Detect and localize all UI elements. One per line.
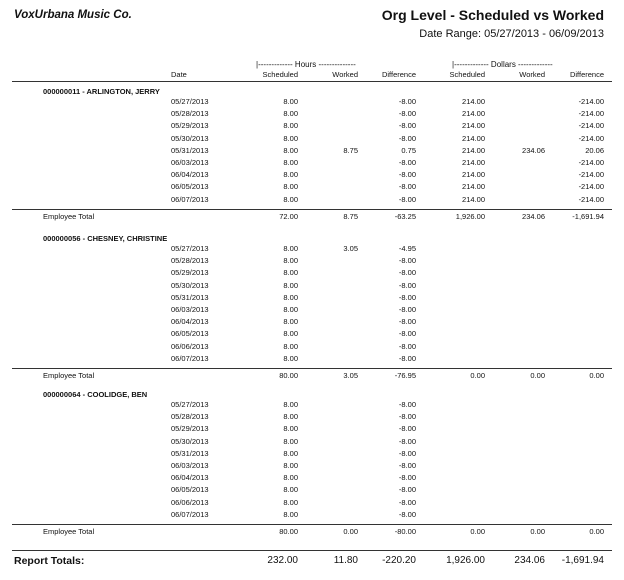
dollars-group-header: |------------- Dollars ------------- xyxy=(452,60,553,69)
table-row xyxy=(0,412,624,424)
table-row xyxy=(0,134,624,146)
dollars-difference-cell: -214.00 xyxy=(578,170,604,180)
hours-scheduled-cell: 8.00 xyxy=(283,292,298,302)
total-dollars-worked: 234.06 xyxy=(522,211,545,221)
date-cell: 05/30/2013 xyxy=(171,436,209,446)
table-row xyxy=(0,109,624,121)
hours-scheduled-cell: 8.00 xyxy=(283,424,298,434)
date-cell: 06/07/2013 xyxy=(171,509,209,519)
col-dollars-scheduled: Scheduled xyxy=(449,70,485,79)
hours-difference-cell: -8.00 xyxy=(398,497,416,507)
table-row xyxy=(0,97,624,109)
hours-difference-cell: -8.00 xyxy=(398,461,416,470)
hours-scheduled-cell: 8.00 xyxy=(283,509,298,519)
hours-scheduled-cell: 8.00 xyxy=(283,461,298,470)
hours-difference-cell: -8.00 xyxy=(398,97,416,106)
table-row xyxy=(0,354,624,366)
total-dollars-scheduled: 0.00 xyxy=(470,527,485,536)
date-cell: 05/29/2013 xyxy=(171,121,209,131)
hours-difference-cell: -8.00 xyxy=(398,436,416,446)
hours-scheduled-cell: 8.00 xyxy=(283,244,298,253)
table-row xyxy=(0,329,624,341)
total-hours-worked: 8.75 xyxy=(343,211,358,221)
dollars-scheduled-cell: 214.00 xyxy=(462,182,485,192)
dollars-difference-cell: -214.00 xyxy=(578,121,604,131)
hours-scheduled-cell: 8.00 xyxy=(283,182,298,192)
hours-scheduled-cell: 8.00 xyxy=(283,317,298,327)
dollars-difference-cell: -214.00 xyxy=(578,97,604,106)
hours-scheduled-cell: 8.00 xyxy=(283,133,298,143)
hours-difference-cell: -8.00 xyxy=(398,473,416,483)
hours-scheduled-cell: 8.00 xyxy=(283,473,298,483)
date-cell: 05/27/2013 xyxy=(171,400,209,409)
hours-worked-cell: 3.05 xyxy=(343,244,358,253)
total-label: Employee Total xyxy=(43,371,95,380)
total-hours-scheduled: 80.00 xyxy=(279,527,298,536)
hours-difference-cell: -8.00 xyxy=(398,182,416,192)
table-row xyxy=(0,182,624,194)
hours-scheduled-cell: 8.00 xyxy=(283,194,298,204)
table-row xyxy=(0,195,624,207)
table-row xyxy=(0,281,624,293)
date-cell: 06/07/2013 xyxy=(171,194,209,204)
hours-difference-cell: -8.00 xyxy=(398,353,416,363)
date-cell: 05/28/2013 xyxy=(171,412,209,422)
hours-scheduled-cell: 8.00 xyxy=(283,412,298,422)
grand-hours-scheduled: 232.00 xyxy=(267,555,298,566)
total-hours-scheduled: 72.00 xyxy=(279,211,298,221)
hours-difference-cell: -8.00 xyxy=(398,121,416,131)
col-date: Date xyxy=(171,70,187,79)
table-row xyxy=(0,256,624,268)
table-row xyxy=(0,449,624,461)
report-totals-label: Report Totals: xyxy=(14,555,85,567)
report-totals-rule xyxy=(12,550,612,551)
hours-difference-cell: -8.00 xyxy=(398,133,416,143)
hours-difference-cell: -8.00 xyxy=(398,329,416,339)
table-row xyxy=(0,473,624,485)
total-hours-worked: 0.00 xyxy=(343,527,358,536)
date-cell: 06/05/2013 xyxy=(171,182,209,192)
hours-difference-cell: -8.00 xyxy=(398,412,416,422)
total-dollars-difference: 0.00 xyxy=(589,527,604,536)
grand-dollars-worked: 234.06 xyxy=(514,555,545,566)
hours-difference-cell: 0.75 xyxy=(401,145,416,155)
hours-difference-cell: -8.00 xyxy=(398,305,416,314)
hours-scheduled-cell: 8.00 xyxy=(283,497,298,507)
table-row xyxy=(0,244,624,256)
dollars-difference-cell: -214.00 xyxy=(578,194,604,204)
grand-hours-worked: 11.80 xyxy=(333,555,358,566)
hours-scheduled-cell: 8.00 xyxy=(283,121,298,131)
hours-scheduled-cell: 8.00 xyxy=(283,329,298,339)
table-row xyxy=(0,485,624,497)
dollars-scheduled-cell: 214.00 xyxy=(462,133,485,143)
date-cell: 06/03/2013 xyxy=(171,158,209,167)
table-row xyxy=(0,146,624,158)
date-cell: 05/28/2013 xyxy=(171,256,209,266)
date-cell: 05/30/2013 xyxy=(171,133,209,143)
col-hours-scheduled: Scheduled xyxy=(262,70,298,79)
hours-difference-cell: -8.00 xyxy=(398,109,416,119)
hours-scheduled-cell: 8.00 xyxy=(283,97,298,106)
grand-hours-difference: -220.20 xyxy=(382,555,416,566)
hours-difference-cell: -4.95 xyxy=(398,244,416,253)
date-cell: 06/05/2013 xyxy=(171,485,209,495)
date-cell: 06/04/2013 xyxy=(171,170,209,180)
hours-scheduled-cell: 8.00 xyxy=(283,145,298,155)
hours-difference-cell: -8.00 xyxy=(398,448,416,458)
dollars-scheduled-cell: 214.00 xyxy=(462,158,485,167)
hours-scheduled-cell: 8.00 xyxy=(283,256,298,266)
date-cell: 05/31/2013 xyxy=(171,145,209,155)
hours-scheduled-cell: 8.00 xyxy=(283,353,298,363)
hours-difference-cell: -8.00 xyxy=(398,170,416,180)
date-cell: 05/31/2013 xyxy=(171,292,209,302)
dollars-scheduled-cell: 214.00 xyxy=(462,170,485,180)
table-row xyxy=(0,400,624,412)
table-row xyxy=(0,510,624,522)
hours-difference-cell: -8.00 xyxy=(398,158,416,167)
dollars-difference-cell: -214.00 xyxy=(578,133,604,143)
header-rule xyxy=(12,81,612,82)
total-label: Employee Total xyxy=(43,211,95,221)
dollars-scheduled-cell: 214.00 xyxy=(462,121,485,131)
dollars-scheduled-cell: 214.00 xyxy=(462,145,485,155)
date-cell: 06/06/2013 xyxy=(171,497,209,507)
report-title: Org Level - Scheduled vs Worked xyxy=(381,7,604,23)
hours-scheduled-cell: 8.00 xyxy=(283,109,298,119)
hours-scheduled-cell: 8.00 xyxy=(283,268,298,278)
total-hours-difference: -63.25 xyxy=(394,211,416,221)
company-name: VoxUrbana Music Co. xyxy=(14,9,132,21)
dollars-scheduled-cell: 214.00 xyxy=(462,109,485,119)
grand-dollars-scheduled: 1,926.00 xyxy=(446,555,485,566)
table-row xyxy=(0,342,624,354)
hours-difference-cell: -8.00 xyxy=(398,292,416,302)
table-row xyxy=(0,498,624,510)
employee-name: 000000064 - COOLIDGE, BEN xyxy=(43,390,148,399)
table-row xyxy=(0,461,624,473)
hours-difference-cell: -8.00 xyxy=(398,268,416,278)
employee-name: 000000056 - CHESNEY, CHRISTINE xyxy=(43,234,168,243)
hours-difference-cell: -8.00 xyxy=(398,424,416,434)
dollars-difference-cell: 20.06 xyxy=(585,145,604,155)
employee-total-rule xyxy=(12,209,612,210)
table-row xyxy=(0,293,624,305)
col-dollars-difference: Difference xyxy=(569,70,604,79)
total-dollars-scheduled: 1,926.00 xyxy=(455,211,485,221)
table-row xyxy=(0,158,624,170)
table-row xyxy=(0,424,624,436)
hours-scheduled-cell: 8.00 xyxy=(283,305,298,314)
total-dollars-difference: -1,691.94 xyxy=(572,211,604,221)
date-cell: 06/05/2013 xyxy=(171,329,209,339)
employee-total-row xyxy=(0,371,624,383)
date-cell: 05/27/2013 xyxy=(171,244,209,253)
hours-scheduled-cell: 8.00 xyxy=(283,341,298,351)
table-row xyxy=(0,268,624,280)
employee-total-rule xyxy=(12,368,612,369)
date-cell: 06/03/2013 xyxy=(171,305,209,314)
date-cell: 05/29/2013 xyxy=(171,268,209,278)
total-dollars-difference: 0.00 xyxy=(589,371,604,380)
hours-scheduled-cell: 8.00 xyxy=(283,436,298,446)
hours-worked-cell: 8.75 xyxy=(343,145,358,155)
date-cell: 05/31/2013 xyxy=(171,448,209,458)
employee-total-row xyxy=(0,212,624,224)
report-totals-row xyxy=(0,555,624,567)
date-cell: 06/04/2013 xyxy=(171,473,209,483)
total-dollars-worked: 0.00 xyxy=(530,371,545,380)
hours-difference-cell: -8.00 xyxy=(398,317,416,327)
table-row xyxy=(0,317,624,329)
grand-dollars-difference: -1,691.94 xyxy=(561,555,604,566)
date-range: Date Range: 05/27/2013 - 06/09/2013 xyxy=(419,28,604,40)
hours-scheduled-cell: 8.00 xyxy=(283,170,298,180)
col-hours-difference: Difference xyxy=(381,70,416,79)
hours-difference-cell: -8.00 xyxy=(398,509,416,519)
table-row xyxy=(0,170,624,182)
hours-group-header: |------------- Hours -------------- xyxy=(256,60,356,69)
hours-scheduled-cell: 8.00 xyxy=(283,400,298,409)
date-cell: 05/27/2013 xyxy=(171,97,209,106)
date-cell: 06/03/2013 xyxy=(171,461,209,470)
hours-difference-cell: -8.00 xyxy=(398,256,416,266)
dollars-scheduled-cell: 214.00 xyxy=(462,97,485,106)
date-cell: 05/29/2013 xyxy=(171,424,209,434)
dollars-difference-cell: -214.00 xyxy=(578,182,604,192)
total-hours-difference: -76.95 xyxy=(394,371,416,380)
hours-scheduled-cell: 8.00 xyxy=(283,158,298,167)
dollars-difference-cell: -214.00 xyxy=(578,109,604,119)
hours-difference-cell: -8.00 xyxy=(398,485,416,495)
table-row xyxy=(0,305,624,317)
date-cell: 06/06/2013 xyxy=(171,341,209,351)
total-dollars-worked: 0.00 xyxy=(530,527,545,536)
date-cell: 05/28/2013 xyxy=(171,109,209,119)
hours-difference-cell: -8.00 xyxy=(398,341,416,351)
hours-scheduled-cell: 8.00 xyxy=(283,448,298,458)
hours-difference-cell: -8.00 xyxy=(398,194,416,204)
col-hours-worked: Worked xyxy=(332,70,358,79)
date-cell: 05/30/2013 xyxy=(171,280,209,290)
hours-difference-cell: -8.00 xyxy=(398,280,416,290)
employee-total-rule xyxy=(12,524,612,525)
hours-scheduled-cell: 8.00 xyxy=(283,485,298,495)
hours-difference-cell: -8.00 xyxy=(398,400,416,409)
hours-scheduled-cell: 8.00 xyxy=(283,280,298,290)
total-hours-worked: 3.05 xyxy=(343,371,358,380)
total-hours-difference: -80.00 xyxy=(394,527,416,536)
dollars-worked-cell: 234.06 xyxy=(522,145,545,155)
total-hours-scheduled: 80.00 xyxy=(279,371,298,380)
date-cell: 06/04/2013 xyxy=(171,317,209,327)
dollars-difference-cell: -214.00 xyxy=(578,158,604,167)
employee-total-row xyxy=(0,527,624,539)
total-label: Employee Total xyxy=(43,527,95,536)
employee-name: 000000011 - ARLINGTON, JERRY xyxy=(43,87,160,96)
table-row xyxy=(0,437,624,449)
date-cell: 06/07/2013 xyxy=(171,353,209,363)
table-row xyxy=(0,121,624,133)
col-dollars-worked: Worked xyxy=(519,70,545,79)
dollars-scheduled-cell: 214.00 xyxy=(462,194,485,204)
total-dollars-scheduled: 0.00 xyxy=(470,371,485,380)
